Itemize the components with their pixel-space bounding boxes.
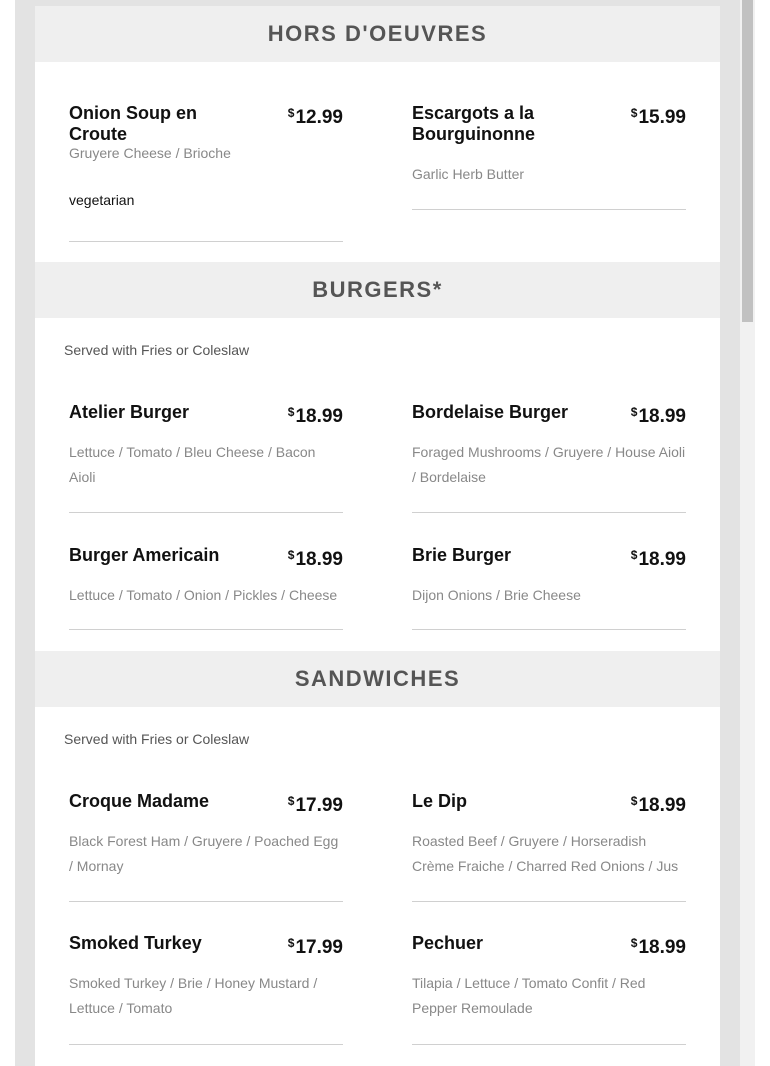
item-description: Gruyere Cheese / Brioche (69, 145, 231, 161)
section-note: Served with Fries or Coleslaw (64, 731, 250, 747)
item-description: Dijon Onions / Brie Cheese (412, 587, 581, 603)
dietary-tag: vegetarian (69, 192, 135, 208)
item-name: Onion Soup en Croute (69, 103, 197, 144)
price-value: 18.99 (638, 406, 686, 427)
item-description: Foraged Mushrooms / Gruyere / House Aioli / Bordelaise (412, 444, 686, 485)
currency-symbol: $ (287, 106, 295, 120)
item-description: Roasted Beef / Gruyere / Horseradish Crème Fraiche / Charred Red Onions / Jus (412, 833, 679, 874)
section-header-burgers (35, 262, 720, 318)
item-description: Tilapia / Lettuce / Tomato Confit / Red Pepper Remoulade (412, 975, 646, 1016)
item-description: Smoked Turkey / Brie / Honey Mustard / Lettuce / Tomato (69, 975, 318, 1016)
item-description: Lettuce / Tomato / Bleu Cheese / Bacon Aioli (69, 444, 316, 485)
price-value: 17.99 (295, 937, 343, 958)
currency-symbol: $ (630, 548, 638, 562)
item-description: Lettuce / Tomato / Onion / Pickles / Cheese (69, 587, 338, 603)
item-name: Brie Burger (412, 545, 512, 565)
item-divider (412, 1044, 686, 1045)
item-divider (412, 209, 686, 210)
price-value: 15.99 (638, 107, 686, 128)
scrollbar-thumb[interactable] (742, 0, 753, 322)
section-header-sandwiches (35, 651, 720, 707)
price-value: 12.99 (295, 107, 343, 128)
currency-symbol: $ (287, 548, 295, 562)
price-value: 18.99 (638, 549, 686, 570)
item-name: Escargots a la Bourguinonne (412, 103, 535, 144)
price-value: 18.99 (295, 406, 343, 427)
item-price (288, 103, 343, 128)
section-note: Served with Fries or Coleslaw (64, 342, 250, 358)
item-price (631, 933, 686, 958)
section-title: SANDWICHES (294, 666, 461, 691)
menu-panel (35, 6, 720, 1066)
item-divider (412, 901, 686, 902)
section-title: BURGERS* (312, 277, 443, 302)
item-price (631, 545, 686, 570)
item-name: Burger Americain (69, 545, 220, 565)
currency-symbol: $ (630, 794, 638, 808)
currency-symbol: $ (630, 936, 638, 950)
item-price (288, 545, 343, 570)
price-value: 18.99 (638, 937, 686, 958)
item-divider (412, 512, 686, 513)
item-name: Smoked Turkey (69, 933, 202, 953)
item-price (631, 791, 686, 816)
item-divider (69, 629, 343, 630)
item-name: Atelier Burger (69, 402, 190, 422)
item-name: Pechuer (412, 933, 484, 953)
item-description: Garlic Herb Butter (412, 166, 525, 182)
item-description: Black Forest Ham / Gruyere / Poached Egg / Mornay (69, 833, 339, 874)
currency-symbol: $ (630, 405, 638, 419)
item-price (288, 402, 343, 427)
item-divider (69, 1044, 343, 1045)
currency-symbol: $ (287, 936, 295, 950)
item-divider (69, 901, 343, 902)
section-title: HORS D'OEUVRES (267, 21, 488, 46)
item-name: Bordelaise Burger (412, 402, 569, 422)
item-price (288, 791, 343, 816)
item-divider (412, 629, 686, 630)
item-divider (69, 512, 343, 513)
currency-symbol: $ (287, 405, 295, 419)
section-header-hors-doeuvres (35, 6, 720, 62)
item-price (288, 933, 343, 958)
price-value: 18.99 (295, 549, 343, 570)
price-value: 17.99 (295, 795, 343, 816)
item-name: Le Dip (412, 791, 468, 811)
item-divider (69, 241, 343, 242)
currency-symbol: $ (630, 106, 638, 120)
item-price (631, 103, 686, 128)
item-name: Croque Madame (69, 791, 210, 811)
currency-symbol: $ (287, 794, 295, 808)
price-value: 18.99 (638, 795, 686, 816)
item-price (631, 402, 686, 427)
